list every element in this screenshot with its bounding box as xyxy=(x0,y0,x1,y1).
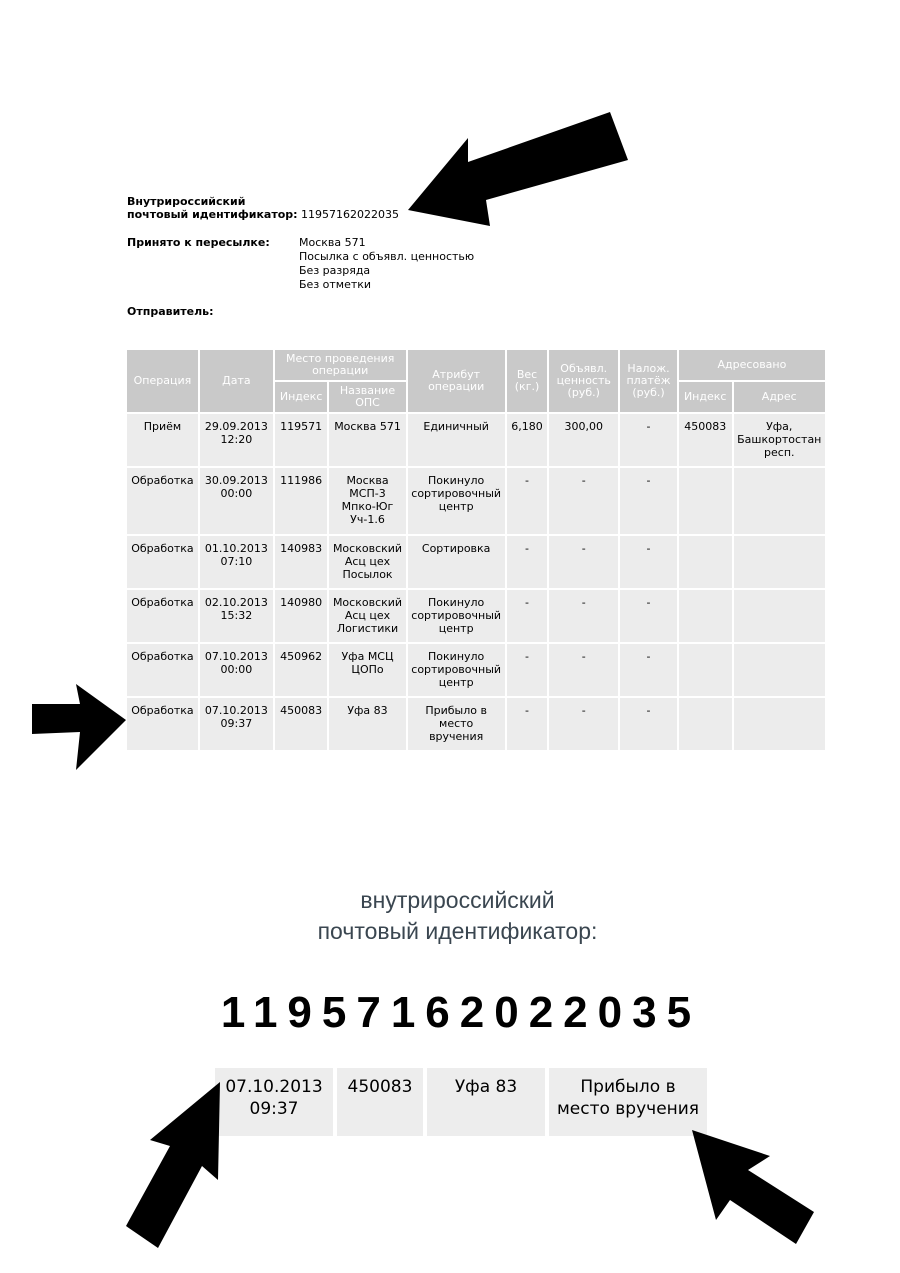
zoom-attribute: Прибыло в место вручения xyxy=(549,1068,707,1136)
cell-operation: Приём xyxy=(127,414,198,466)
cell-operation: Обработка xyxy=(127,468,198,534)
cell-weight: 6,180 xyxy=(507,414,548,466)
cell-operation: Обработка xyxy=(127,698,198,750)
accept-line: Москва 571 xyxy=(299,236,366,249)
cell-declared: - xyxy=(549,644,618,696)
cell-weight: - xyxy=(507,644,548,696)
cell-name: Уфа 83 xyxy=(329,698,405,750)
accept-line: Без разряда xyxy=(299,264,371,277)
col-addressed: Адресовано xyxy=(679,350,825,380)
cell-cod: - xyxy=(620,644,677,696)
cell-cod: - xyxy=(620,414,677,466)
cell-operation: Обработка xyxy=(127,590,198,642)
cell-date: 01.10.2013 07:10 xyxy=(200,536,273,588)
col-index: Индекс xyxy=(275,382,328,412)
cell-cod: - xyxy=(620,590,677,642)
accept-line: Посылка с объявл. ценностью xyxy=(299,250,475,263)
cell-index: 140980 xyxy=(275,590,328,642)
cell-name: Уфа МСЦ ЦОПо xyxy=(329,644,405,696)
zoom-date: 07.10.2013 09:37 xyxy=(215,1068,333,1136)
arrow-icon xyxy=(408,112,628,226)
cell-cod: - xyxy=(620,536,677,588)
cell-index: 111986 xyxy=(275,468,328,534)
cell-name: Московский Асц цех Логистики xyxy=(329,590,405,642)
cell-name: Москва 571 xyxy=(329,414,405,466)
cell-index: 119571 xyxy=(275,414,328,466)
arrow-icon xyxy=(692,1130,814,1244)
accept-label: Принято к пересылке: xyxy=(127,236,270,249)
cell-attribute: Сортировка xyxy=(408,536,505,588)
col-ops-name: Название ОПС xyxy=(329,382,405,412)
accept-line: Без отметки xyxy=(299,278,372,291)
cell-declared: - xyxy=(549,536,618,588)
cell-attribute: Покинуло сортировочный центр xyxy=(408,590,505,642)
cell-declared: - xyxy=(549,590,618,642)
col-cod: Налож. платёж (руб.) xyxy=(620,350,677,412)
col-addr: Адрес xyxy=(734,382,825,412)
cell-date: 30.09.2013 00:00 xyxy=(200,468,273,534)
zoom-index: 450083 xyxy=(337,1068,423,1136)
cell-cod: - xyxy=(620,468,677,534)
cell-operation: Обработка xyxy=(127,536,198,588)
arrow-icon xyxy=(32,684,126,770)
cell-name: Московский Асц цех Посылок xyxy=(329,536,405,588)
cell-name: Москва МСП-3 Мпко-Юг Уч-1.6 xyxy=(329,468,405,534)
col-declared: Объявл. ценность (руб.) xyxy=(549,350,618,412)
zoom-caption-line1: внутрироссийский xyxy=(360,887,555,913)
col-attribute: Атрибут операции xyxy=(408,350,505,412)
identifier-label-line2: почтовый идентификатор: xyxy=(127,208,298,221)
cell-declared: - xyxy=(549,468,618,534)
zoom-name: Уфа 83 xyxy=(427,1068,545,1136)
cell-index: 450962 xyxy=(275,644,328,696)
cell-weight: - xyxy=(507,468,548,534)
col-weight: Вес (кг.) xyxy=(507,350,548,412)
cell-operation: Обработка xyxy=(127,644,198,696)
cell-index: 140983 xyxy=(275,536,328,588)
cell-attribute: Прибыло в место вручения xyxy=(408,698,505,750)
cell-date: 02.10.2013 15:32 xyxy=(200,590,273,642)
cell-addr: Уфа, Башкортостан респ. xyxy=(734,414,825,466)
cell-declared: - xyxy=(549,698,618,750)
zoom-tracking-number: 11957162022035 xyxy=(220,988,702,1037)
cell-addr-index: 450083 xyxy=(679,414,732,466)
cell-weight: - xyxy=(507,590,548,642)
cell-date: 07.10.2013 00:00 xyxy=(200,644,273,696)
col-addr-index: Индекс xyxy=(679,382,732,412)
cell-index: 450083 xyxy=(275,698,328,750)
cell-weight: - xyxy=(507,536,548,588)
cell-date: 29.09.2013 12:20 xyxy=(200,414,273,466)
cell-cod: - xyxy=(620,698,677,750)
cell-attribute: Покинуло сортировочный центр xyxy=(408,468,505,534)
cell-date: 07.10.2013 09:37 xyxy=(200,698,273,750)
cell-weight: - xyxy=(507,698,548,750)
cell-attribute: Покинуло сортировочный центр xyxy=(408,644,505,696)
sender-label: Отправитель: xyxy=(127,305,214,318)
col-operation: Операция xyxy=(127,350,198,412)
identifier-value: 11957162022035 xyxy=(301,208,400,221)
cell-declared: 300,00 xyxy=(549,414,618,466)
col-date: Дата xyxy=(200,350,273,412)
cell-attribute: Единичный xyxy=(408,414,505,466)
identifier-label-line1: Внутрироссийский xyxy=(127,195,246,208)
zoom-caption-line2: почтовый идентификатор: xyxy=(317,918,598,944)
arrow-icon xyxy=(126,1082,220,1248)
col-place: Место проведения операции xyxy=(275,350,406,380)
